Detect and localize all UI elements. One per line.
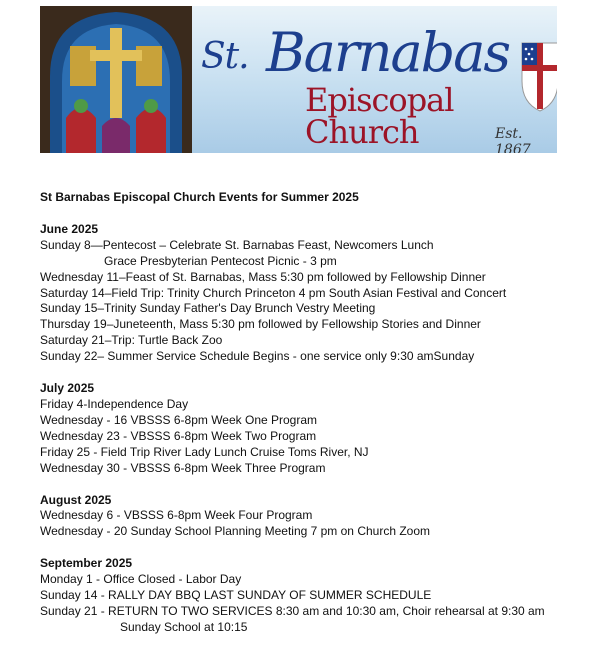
event-line: Wednesday 11–Feast of St. Barnabas, Mass 5:30 pm followed by Fellowship Dinner — [40, 269, 486, 284]
event-line: Sunday 8—Pentecost – Celebrate St. Barnabas Feast, Newcomers Lunch — [40, 237, 434, 252]
event-line: Thursday 19–Juneteenth, Mass 5:30 pm followed by Fellowship Stories and Dinner — [40, 317, 481, 332]
church-name-episcopal: Episcopal Church — [305, 81, 454, 151]
episcopal-shield-icon — [520, 41, 557, 113]
event-line: Sunday 15–Trinity Sunday Father's Day Brunch Vestry Meeting — [40, 301, 376, 316]
section-july — [40, 381, 596, 476]
events-document — [40, 190, 596, 652]
event-line: Wednesday 23 - VBSSS 6-8pm Week Two Program — [40, 428, 317, 443]
church-name-st: St. — [201, 36, 249, 77]
section-june — [40, 222, 596, 365]
event-line: Monday 1 - Office Closed - Labor Day — [40, 572, 242, 587]
section-title: August 2025 — [40, 492, 112, 507]
stained-glass-window-image — [40, 6, 192, 153]
event-line: Sunday 22– Summer Service Schedule Begins - one service only 9:30 amSunday — [40, 349, 475, 364]
event-line: Wednesday 6 - VBSSS 6-8pm Week Four Program — [40, 508, 313, 523]
event-line: Saturday 21–Trip: Turtle Back Zoo — [40, 333, 223, 348]
established-year: Est. 1867 — [495, 126, 531, 153]
event-line: Sunday 21 - RETURN TO TWO SERVICES 8:30 am and 10:30 am, Choir rehearsal at 9:30 am — [40, 603, 545, 618]
section-august — [40, 493, 596, 541]
event-line: Wednesday - 16 VBSSS 6-8pm Week One Program — [40, 412, 318, 427]
event-line: Wednesday 30 - VBSSS 6-8pm Week Three Program — [40, 460, 326, 475]
event-line: Saturday 14–Field Trip: Trinity Church Princeton 4 pm South Asian Festival and Concert — [40, 285, 507, 300]
section-title: July 2025 — [40, 381, 95, 396]
event-line: Grace Presbyterian Pentecost Picnic - 3 pm — [104, 253, 337, 268]
section-title: June 2025 — [40, 221, 99, 236]
header-banner — [40, 6, 557, 153]
event-line: Wednesday - 20 Sunday School Planning Meeting 7 pm on Church Zoom — [40, 524, 431, 539]
event-line: Sunday 14 - RALLY DAY BBQ LAST SUNDAY OF SUMMER SCHEDULE — [40, 588, 432, 603]
section-september — [40, 556, 596, 636]
church-name-barnabas: Barnabas — [266, 21, 510, 84]
document-title: St Barnabas Episcopal Church Events for Summer 2025 — [40, 190, 359, 204]
event-line: Sunday School at 10:15 — [120, 619, 248, 634]
section-title: September 2025 — [40, 556, 133, 571]
event-line: Friday 25 - Field Trip River Lady Lunch Cruise Toms River, NJ — [40, 444, 369, 459]
event-line: Friday 4-Independence Day — [40, 396, 189, 411]
